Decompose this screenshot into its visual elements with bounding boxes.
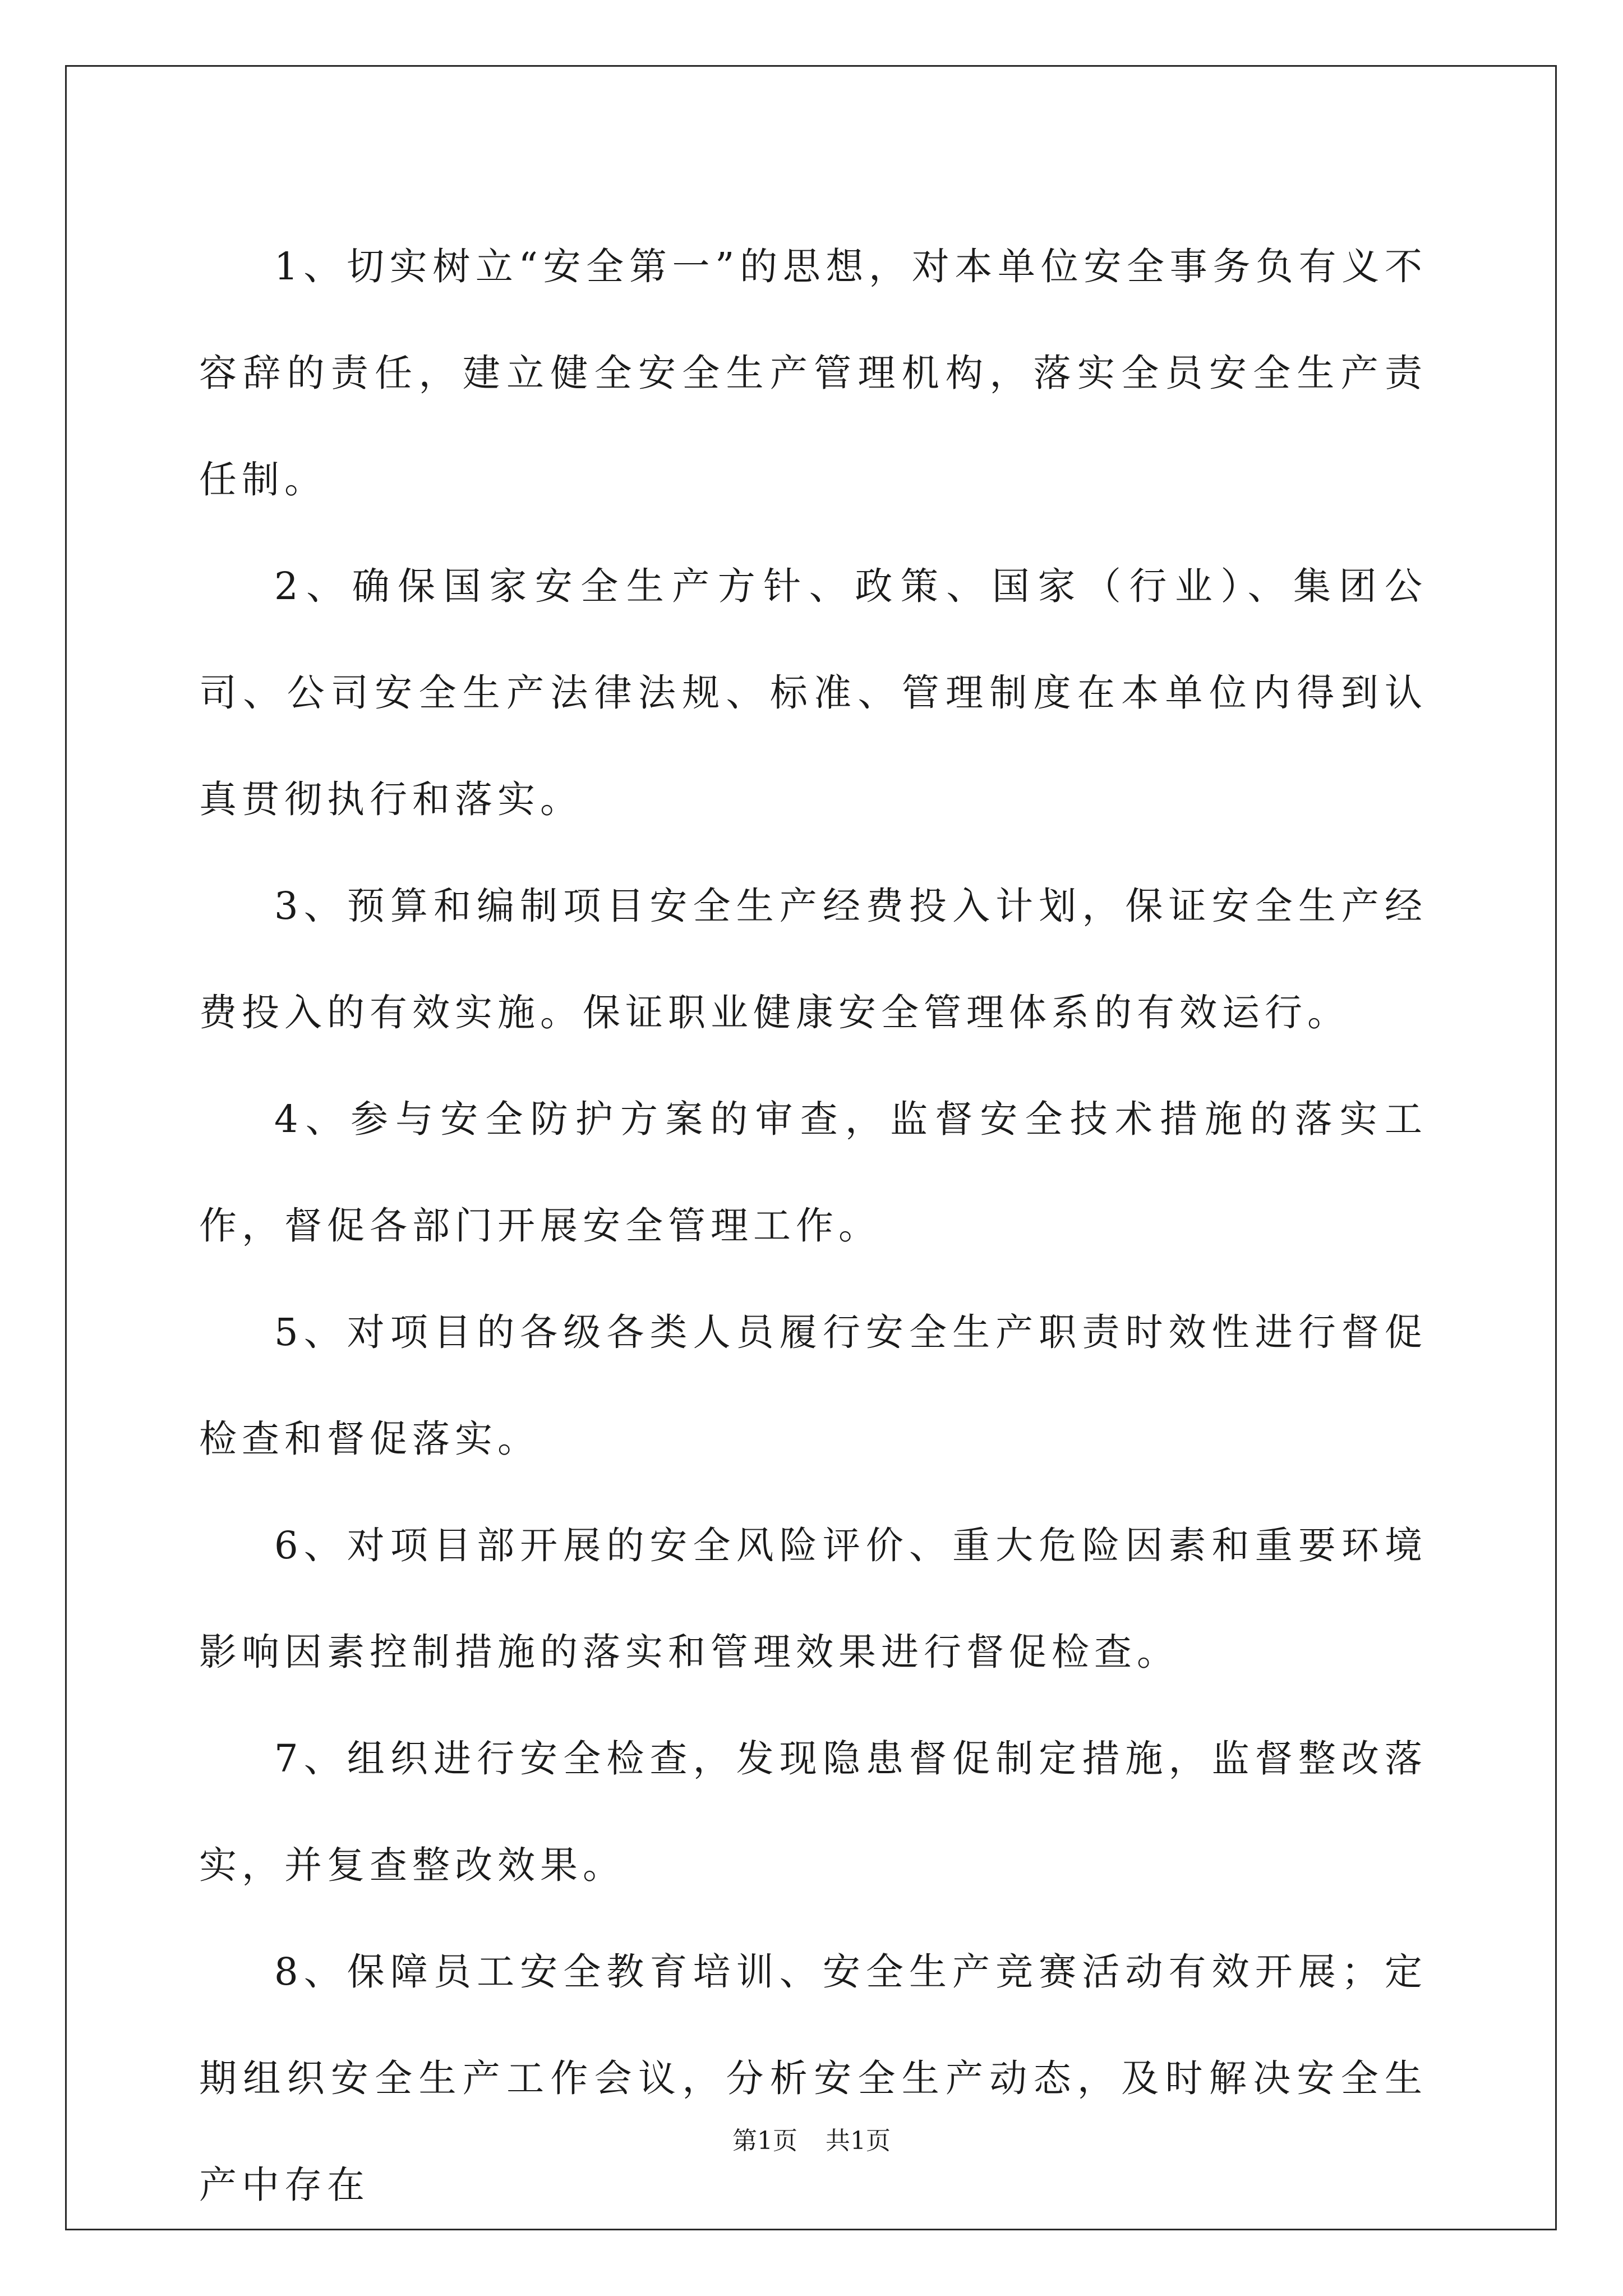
- paragraph-2: 2、确保国家安全生产方针、政策、国家（行业）、集团公司、公司安全生产法律法规、标准、管理制度在本单位内得到认真贯彻执行和落实。: [199, 564, 1427, 821]
- paragraph-6: 6、对项目部开展的安全风险评价、重大危险因素和重要环境影响因素控制措施的落实和管理效果进行督促检查。: [199, 1524, 1427, 1674]
- paragraph-1: 1、切实树立“安全第一”的思想，对本单位安全事务负有义不容辞的责任，建立健全安全生产管理机构，落实全员安全生产责任制。: [199, 245, 1427, 501]
- paragraph-8: 8、保障员工安全教育培训、安全生产竞赛活动有效开展；定期组织安全生产工作会议，分析安全生产动态，及时解决安全生产中存在: [199, 1950, 1427, 2207]
- document-body: [199, 213, 1427, 2238]
- paragraph-3: 3、预算和编制项目安全生产经费投入计划，保证安全生产经费投入的有效实施。保证职业健康安全管理体系的有效运行。: [199, 884, 1427, 1034]
- page-footer: [0, 2120, 1623, 2156]
- paragraph-4: 4、参与安全防护方案的审查，监督安全技术措施的落实工作，督促各部门开展安全管理工作。: [199, 1097, 1427, 1248]
- paragraph-7: 7、组织进行安全检查，发现隐患督促制定措施，监督整改落实，并复查整改效果。: [199, 1737, 1427, 1887]
- page-number: 第1页: [732, 2127, 797, 2155]
- paragraph-5: 5、对项目的各级各类人员履行安全生产职责时效性进行督促检查和督促落实。: [199, 1310, 1427, 1461]
- page-total: 共1页: [826, 2127, 891, 2155]
